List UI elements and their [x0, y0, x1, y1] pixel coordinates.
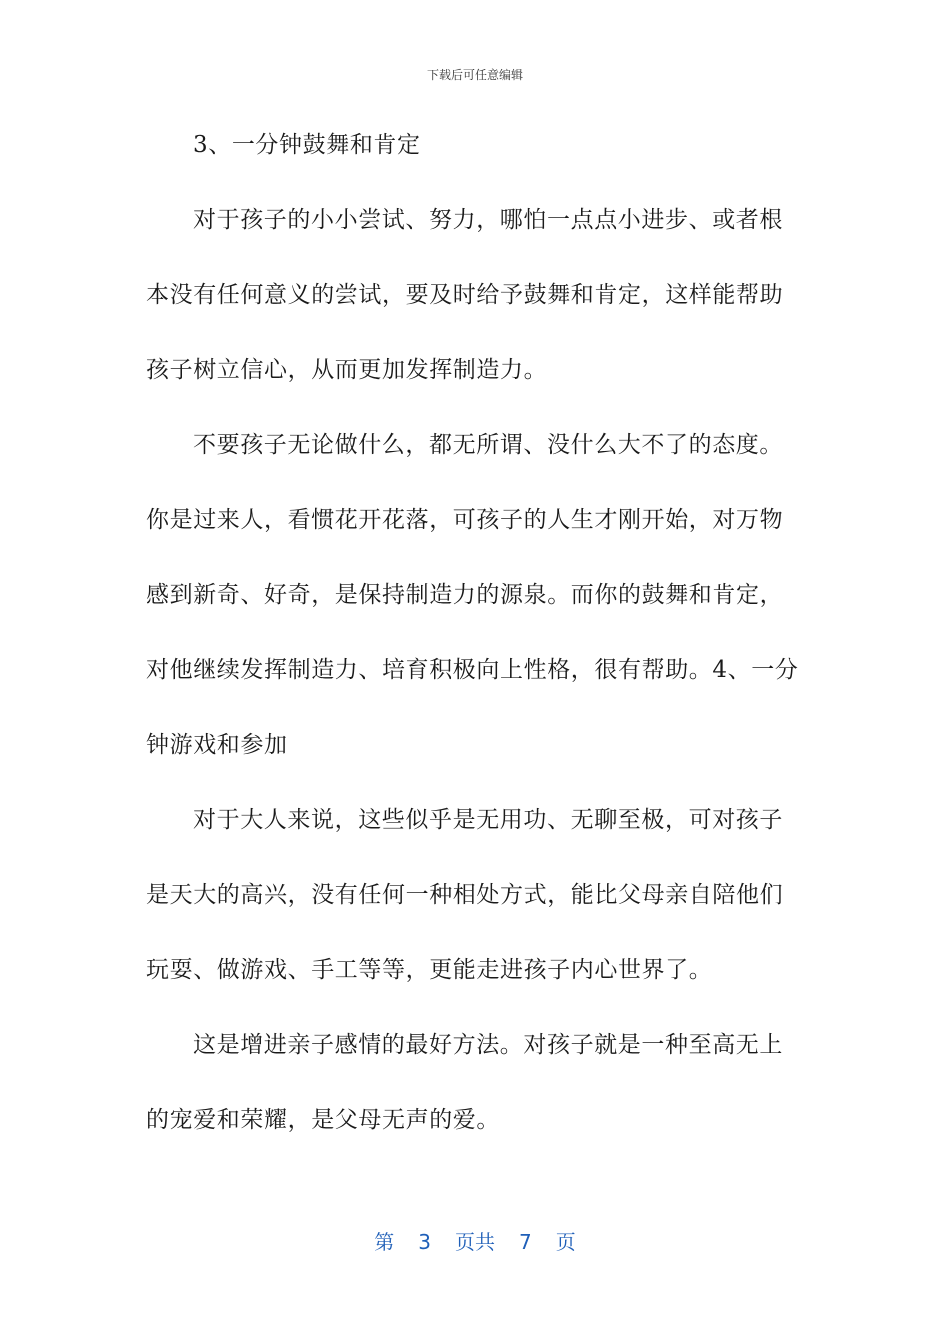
total-pages-number: 7	[519, 1230, 532, 1254]
page-footer	[0, 1226, 950, 1255]
page-prefix: 第	[374, 1230, 395, 1254]
body-line: 感到新奇、好奇，是保持制造力的源泉。而你的鼓舞和肯定，	[146, 582, 784, 608]
body-line: 这是增进亲子感情的最好方法。对孩子就是一种至高无上	[193, 1032, 783, 1058]
section-heading: 3、一分钟鼓舞和肯定	[193, 132, 421, 158]
body-line: 是天大的高兴，没有任何一种相处方式，能比父母亲自陪他们	[146, 882, 784, 908]
body-line: 不要孩子无论做什么，都无所谓、没什么大不了的态度。	[193, 432, 783, 458]
page-suffix: 页	[555, 1230, 576, 1254]
current-page-number: 3	[418, 1230, 431, 1254]
body-line: 孩子树立信心，从而更加发挥制造力。	[146, 357, 548, 383]
section-heading: 钟游戏和参加	[146, 732, 288, 758]
body-line: 的宠爱和荣耀，是父母无声的爱。	[146, 1107, 500, 1133]
body-line: 对他继续发挥制造力、培育积极向上性格，很有帮助。4、一分	[146, 657, 799, 683]
page-header: 下载后可任意编辑	[426, 68, 523, 82]
body-line: 你是过来人，看惯花开花落，可孩子的人生才刚开始，对万物	[146, 507, 784, 533]
body-line: 对于大人来说，这些似乎是无用功、无聊至极，可对孩子	[193, 807, 783, 833]
page-mid: 页共	[455, 1230, 495, 1254]
body-line: 对于孩子的小小尝试、努力，哪怕一点点小进步、或者根	[193, 207, 783, 233]
body-line: 本没有任何意义的尝试，要及时给予鼓舞和肯定，这样能帮助	[146, 282, 784, 308]
body-line: 玩耍、做游戏、手工等等，更能走进孩子内心世界了。	[146, 957, 713, 983]
